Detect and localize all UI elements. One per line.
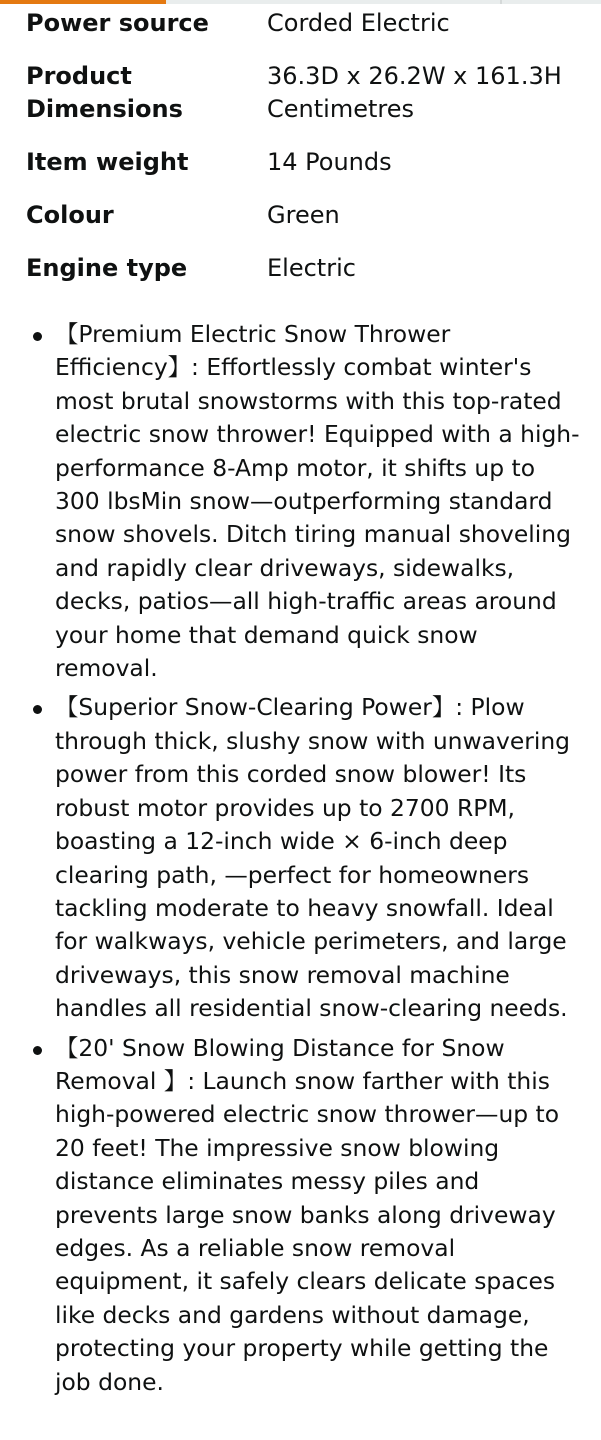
feature-bullet-item <box>0 1032 601 1399</box>
active-tab-indicator <box>0 0 166 4</box>
spec-label: Engine type <box>26 254 188 282</box>
feature-bullet-item <box>0 318 601 685</box>
spec-label: Product Dimensions <box>26 62 183 123</box>
spec-value: 36.3D x 26.2W x 161.3H Centimetres <box>267 62 562 123</box>
spec-row-colour <box>26 199 577 252</box>
spec-label: Power source <box>26 9 209 37</box>
feature-bullet-list <box>0 318 601 1405</box>
spec-row-item-weight <box>26 146 577 199</box>
spec-row-product-dimensions <box>26 60 577 146</box>
spec-row-engine-type <box>26 252 577 285</box>
bullet-dot-icon <box>33 1046 42 1055</box>
feature-bullet-item <box>0 691 601 1025</box>
spec-value: 14 Pounds <box>267 148 392 176</box>
spec-row-power-source <box>26 7 577 60</box>
tab-strip <box>0 0 601 4</box>
spec-label: Colour <box>26 201 114 229</box>
spec-value: Corded Electric <box>267 9 450 37</box>
bullet-dot-icon <box>33 332 42 341</box>
feature-text: 【Superior Snow-Clearing Power】: Plow through thick, slushy snow with unwavering power from this corded snow blower! Its robust motor provides up to 2700 RPM, boasting a 12-inch wide × 6-inch deep clearing path, —perfect for homeowners tackling moderate to heavy snowfall. Ideal for walkways, vehicle perimeters, and large driveways, this snow removal machine handles all residential snow-clearing needs. <box>55 693 570 1023</box>
feature-text: 【Premium Electric Snow Thrower Efficiency】: Effortlessly combat winter's most brutal snowstorms with this top-rated electric snow thrower! Equipped with a high-performance 8-Amp motor, it shifts up to 300 lbsMin snow—outperforming standard snow shovels. Ditch tiring manual shoveling and rapidly clear driveways, sidewalks, decks, patios—all high-traffic areas around your home that demand quick snow removal. <box>55 320 580 683</box>
product-specs-table <box>26 7 577 285</box>
spec-label: Item weight <box>26 148 189 176</box>
tab-divider <box>500 0 502 4</box>
spec-value: Green <box>267 201 340 229</box>
feature-text: 【20' Snow Blowing Distance for Snow Removal 】: Launch snow farther with this high-powered electric snow thrower—up to 20 feet! The impressive snow blowing distance eliminates messy piles and prevents large snow banks along driveway edges. As a reliable snow removal equipment, it safely clears delicate spaces like decks and gardens without damage, protecting your property while getting the job done. <box>55 1033 560 1396</box>
spec-value: Electric <box>267 254 356 282</box>
bullet-dot-icon <box>33 705 42 714</box>
